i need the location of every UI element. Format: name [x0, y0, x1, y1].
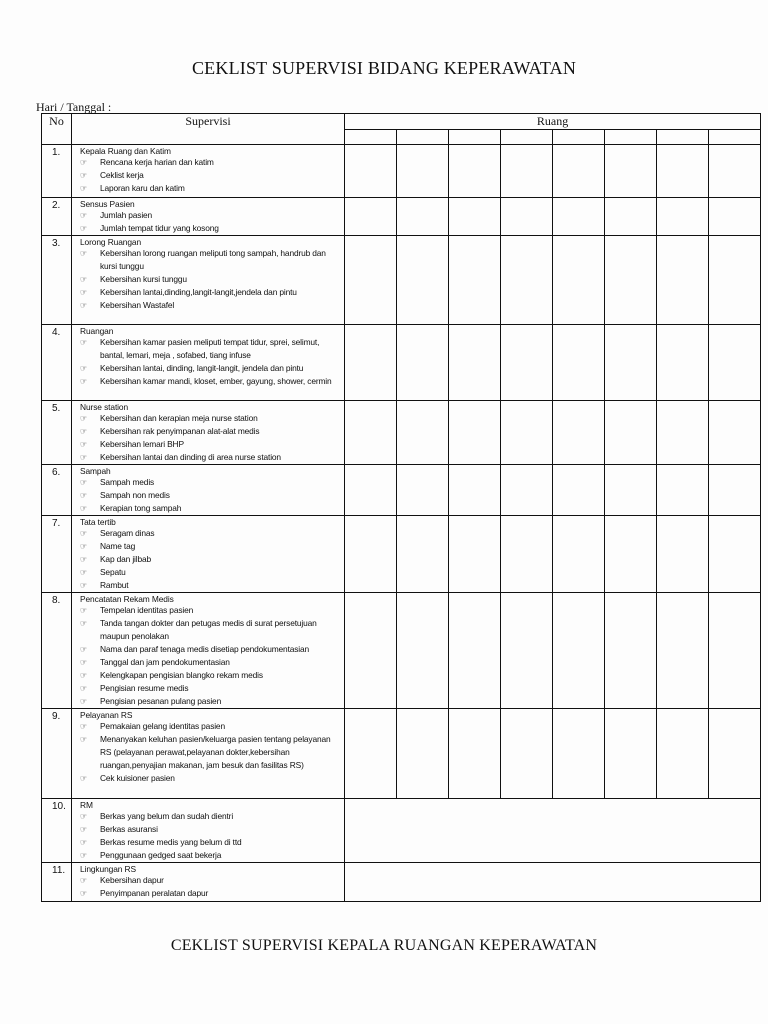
checklist-item-text: Laporan karu dan katim: [100, 183, 185, 193]
header-ruang: Ruang: [345, 114, 761, 130]
room-check-cell[interactable]: [345, 593, 397, 709]
checklist-item-text: Jumlah tempat tidur yang kosong: [100, 223, 219, 233]
room-check-cell[interactable]: [501, 198, 553, 236]
pointing-hand-icon: ☞: [80, 211, 88, 220]
section-number: 9.: [42, 709, 72, 799]
room-check-cell[interactable]: [709, 516, 761, 593]
room-check-cell[interactable]: [553, 401, 605, 465]
room-check-cell[interactable]: [605, 198, 657, 236]
room-check-cell[interactable]: [449, 401, 501, 465]
checklist-item: [80, 451, 340, 464]
room-check-cell[interactable]: [397, 198, 449, 236]
checklist-item-text: Kebersihan lorong ruangan meliputi tong sampah, handrub dan kursi tunggu: [100, 248, 326, 271]
section-number: 3.: [42, 236, 72, 325]
checklist-item-text: Kebersihan dapur: [100, 875, 164, 885]
checklist-item: [80, 682, 340, 695]
checklist-item-text: Kebersihan Wastafel: [100, 300, 175, 310]
checklist-item-text: Rambut: [100, 580, 129, 590]
section-row: [42, 709, 761, 799]
pointing-hand-icon: ☞: [80, 825, 88, 834]
room-check-cell[interactable]: [345, 799, 761, 863]
checklist-item-text: Cek kuisioner pasien: [100, 773, 175, 783]
section-number: 5.: [42, 401, 72, 465]
pointing-hand-icon: ☞: [80, 671, 88, 680]
room-check-cell[interactable]: [605, 593, 657, 709]
pointing-hand-icon: ☞: [80, 427, 88, 436]
section-supervisi: [72, 145, 345, 198]
checklist-item-text: Sepatu: [100, 567, 126, 577]
checklist-item-text: Pengisian pesanan pulang pasien: [100, 696, 222, 706]
checklist-item-text: Kebersihan kamar mandi, kloset, ember, gayung, shower, cermin: [100, 376, 332, 386]
pointing-hand-icon: ☞: [80, 491, 88, 500]
room-check-cell[interactable]: [345, 236, 397, 325]
checklist-item: [80, 643, 340, 656]
room-check-cell[interactable]: [709, 401, 761, 465]
section-row: [42, 236, 761, 325]
pointing-hand-icon: ☞: [80, 414, 88, 423]
checklist-item-text: Kebersihan lantai,dinding,langit-langit,jendela dan pintu: [100, 287, 297, 297]
room-check-cell[interactable]: [657, 709, 709, 799]
room-check-cell[interactable]: [605, 709, 657, 799]
room-check-cell[interactable]: [449, 593, 501, 709]
pointing-hand-icon: ☞: [80, 224, 88, 233]
checklist-item-text: Kebersihan lantai, dinding, langit-langit, jendela dan pintu: [100, 363, 304, 373]
checklist-item: [80, 169, 340, 182]
checklist-item: [80, 425, 340, 438]
pointing-hand-icon: ☞: [80, 568, 88, 577]
section-row: [42, 516, 761, 593]
room-check-cell[interactable]: [709, 325, 761, 401]
room-check-cell[interactable]: [657, 465, 709, 516]
room-check-cell[interactable]: [553, 593, 605, 709]
checklist-item: [80, 489, 340, 502]
room-check-cell[interactable]: [501, 325, 553, 401]
pointing-hand-icon: ☞: [80, 722, 88, 731]
checklist-item: [80, 849, 340, 862]
section-title: Ruangan: [80, 326, 114, 336]
room-check-cell[interactable]: [345, 145, 397, 198]
header-no: No: [42, 114, 72, 145]
room-check-cell[interactable]: [501, 465, 553, 516]
room-check-cell[interactable]: [397, 709, 449, 799]
room-check-cell[interactable]: [449, 145, 501, 198]
room-check-cell[interactable]: [709, 198, 761, 236]
section-supervisi: [72, 198, 345, 236]
checklist-item-text: Kerapian tong sampah: [100, 503, 182, 513]
room-check-cell[interactable]: [657, 145, 709, 198]
room-check-cell[interactable]: [449, 198, 501, 236]
room-check-cell[interactable]: [449, 465, 501, 516]
section-supervisi: [72, 516, 345, 593]
checklist-item-text: Kap dan jilbab: [100, 554, 151, 564]
room-check-cell[interactable]: [605, 325, 657, 401]
room-check-cell[interactable]: [345, 325, 397, 401]
room-check-cell[interactable]: [449, 236, 501, 325]
room-check-cell[interactable]: [345, 401, 397, 465]
room-check-cell[interactable]: [397, 465, 449, 516]
pointing-hand-icon: ☞: [80, 606, 88, 615]
room-check-cell[interactable]: [709, 593, 761, 709]
pointing-hand-icon: ☞: [80, 658, 88, 667]
section-number: 10.: [42, 799, 72, 863]
pointing-hand-icon: ☞: [80, 184, 88, 193]
checklist-item-text: Berkas asuransi: [100, 824, 158, 834]
bottom-title: CEKLIST SUPERVISI KEPALA RUANGAN KEPERAWATAN: [170, 937, 598, 954]
room-check-cell[interactable]: [501, 709, 553, 799]
section-supervisi: [72, 709, 345, 799]
checklist-item: [80, 362, 340, 375]
checklist-item: [80, 720, 340, 733]
room-check-cell[interactable]: [345, 198, 397, 236]
pointing-hand-icon: ☞: [80, 275, 88, 284]
checklist-item: [80, 810, 340, 823]
pointing-hand-icon: ☞: [80, 288, 88, 297]
pointing-hand-icon: ☞: [80, 581, 88, 590]
checklist-item: [80, 247, 340, 273]
section-number: 4.: [42, 325, 72, 401]
checklist-item-text: Tanggal dan jam pendokumentasian: [100, 657, 230, 667]
room-check-cell[interactable]: [605, 516, 657, 593]
checklist-item-text: Pemakaian gelang identitas pasien: [100, 721, 225, 731]
room-check-cell[interactable]: [397, 593, 449, 709]
section-title: Sensus Pasien: [80, 199, 135, 209]
room-check-cell[interactable]: [605, 145, 657, 198]
room-check-cell[interactable]: [449, 325, 501, 401]
checklist-item: [80, 695, 340, 708]
room-check-cell[interactable]: [605, 465, 657, 516]
room-check-cell[interactable]: [605, 236, 657, 325]
room-check-cell[interactable]: [709, 145, 761, 198]
room-check-cell[interactable]: [345, 516, 397, 593]
section-title: Sampah: [80, 466, 111, 476]
checklist-item: [80, 540, 340, 553]
checklist-item: [80, 656, 340, 669]
room-check-cell[interactable]: [657, 236, 709, 325]
checklist-item-text: Penggunaan gedged saat bekerja: [100, 850, 222, 860]
pointing-hand-icon: ☞: [80, 812, 88, 821]
room-column[interactable]: [657, 130, 709, 145]
room-check-cell[interactable]: [397, 325, 449, 401]
section-title: Pelayanan RS: [80, 710, 133, 720]
section-title: Lorong Ruangan: [80, 237, 141, 247]
checklist-item-text: Kebersihan kursi tunggu: [100, 274, 187, 284]
checklist-item: [80, 299, 340, 312]
room-check-cell[interactable]: [553, 516, 605, 593]
room-check-cell[interactable]: [657, 325, 709, 401]
page-title: CEKLIST SUPERVISI BIDANG KEPERAWATAN: [191, 58, 577, 78]
checklist-item-text: Name tag: [100, 541, 136, 551]
section-row: [42, 863, 761, 902]
checklist-item-text: Penyimpanan peralatan dapur: [100, 888, 209, 898]
room-check-cell[interactable]: [553, 236, 605, 325]
checklist-item-text: Rencana kerja harian dan katim: [100, 157, 214, 167]
supervision-table: [41, 113, 761, 902]
checklist-item-text: Sampah medis: [100, 477, 155, 487]
section-row: [42, 145, 761, 198]
section-title: RM: [80, 800, 93, 810]
pointing-hand-icon: ☞: [80, 555, 88, 564]
room-column[interactable]: [501, 130, 553, 145]
pointing-hand-icon: ☞: [80, 774, 88, 783]
checklist-item-text: Tempelan identitas pasien: [100, 605, 194, 615]
pointing-hand-icon: ☞: [80, 171, 88, 180]
section-supervisi: [72, 325, 345, 401]
checklist-item: [80, 823, 340, 836]
pointing-hand-icon: ☞: [80, 889, 88, 898]
checklist-item-text: Ceklist kerja: [100, 170, 144, 180]
checklist-item-text: Nama dan paraf tenaga medis disetiap pendokumentasian: [100, 644, 310, 654]
checklist-item-text: Kelengkapan pengisian blangko rekam medis: [100, 670, 263, 680]
room-column[interactable]: [449, 130, 501, 145]
checklist-item: [80, 286, 340, 299]
pointing-hand-icon: ☞: [80, 529, 88, 538]
checklist-item-text: Kebersihan rak penyimpanan alat-alat medis: [100, 426, 260, 436]
checklist-item: [80, 375, 340, 388]
checklist-item: [80, 222, 340, 235]
checklist-item-text: Kebersihan lantai dan dinding di area nurse station: [100, 452, 281, 462]
section-number: 11.: [42, 863, 72, 902]
section-supervisi: [72, 465, 345, 516]
pointing-hand-icon: ☞: [80, 249, 88, 258]
section-number: 8.: [42, 593, 72, 709]
section-row: [42, 465, 761, 516]
section-title: Nurse station: [80, 402, 129, 412]
room-check-cell[interactable]: [657, 516, 709, 593]
room-column[interactable]: [709, 130, 761, 145]
section-supervisi: [72, 401, 345, 465]
pointing-hand-icon: ☞: [80, 338, 88, 347]
room-column[interactable]: [553, 130, 605, 145]
section-number: 1.: [42, 145, 72, 198]
checklist-item-text: Menanyakan keluhan pasien/keluarga pasien tentang pelayanan RS (pelayanan perawat,pelayanan dokter,kebersihan ruangan,penyajian makanan, jam besuk dan fasilitas RS): [100, 734, 331, 770]
section-title: Pencatatan Rekam Medis: [80, 594, 174, 604]
pointing-hand-icon: ☞: [80, 735, 88, 744]
checklist-item-text: Tanda tangan dokter dan petugas medis di surat persetujuan maupun penolakan: [100, 618, 317, 641]
checklist-item: [80, 772, 340, 785]
checklist-item: [80, 733, 340, 772]
pointing-hand-icon: ☞: [80, 158, 88, 167]
section-title: Tata tertib: [80, 517, 116, 527]
section-title: Kepala Ruang dan Katim: [80, 146, 171, 156]
pointing-hand-icon: ☞: [80, 645, 88, 654]
room-check-cell[interactable]: [553, 198, 605, 236]
room-check-cell[interactable]: [397, 516, 449, 593]
room-check-cell[interactable]: [553, 145, 605, 198]
checklist-item-text: Kebersihan kamar pasien meliputi tempat tidur, sprei, selimut, bantal, lemari, meja , sofabed, tiang infuse: [100, 337, 320, 360]
room-check-cell[interactable]: [657, 198, 709, 236]
checklist-item: [80, 273, 340, 286]
pointing-hand-icon: ☞: [80, 838, 88, 847]
checklist-item: [80, 836, 340, 849]
room-check-cell[interactable]: [709, 465, 761, 516]
checklist-item-text: Kebersihan lemari BHP: [100, 439, 184, 449]
section-supervisi: [72, 593, 345, 709]
section-supervisi: [72, 863, 345, 902]
room-check-cell[interactable]: [501, 145, 553, 198]
checklist-item-text: Sampah non medis: [100, 490, 170, 500]
checklist-item: [80, 438, 340, 451]
checklist-item: [80, 476, 340, 489]
room-check-cell[interactable]: [501, 593, 553, 709]
checklist-item: [80, 412, 340, 425]
room-check-cell[interactable]: [709, 236, 761, 325]
room-check-cell[interactable]: [345, 465, 397, 516]
pointing-hand-icon: ☞: [80, 453, 88, 462]
room-check-cell[interactable]: [397, 145, 449, 198]
section-row: [42, 401, 761, 465]
room-column[interactable]: [345, 130, 397, 145]
room-check-cell[interactable]: [709, 709, 761, 799]
header-supervisi: Supervisi: [72, 114, 345, 145]
section-row: [42, 325, 761, 401]
room-check-cell[interactable]: [553, 325, 605, 401]
room-check-cell[interactable]: [449, 709, 501, 799]
section-row: [42, 799, 761, 863]
pointing-hand-icon: ☞: [80, 684, 88, 693]
pointing-hand-icon: ☞: [80, 504, 88, 513]
checklist-item: [80, 209, 340, 222]
room-check-cell[interactable]: [553, 465, 605, 516]
checklist-item-text: Kebersihan dan kerapian meja nurse station: [100, 413, 258, 423]
checklist-item-text: Berkas resume medis yang belum di ttd: [100, 837, 242, 847]
pointing-hand-icon: ☞: [80, 851, 88, 860]
room-check-cell[interactable]: [657, 401, 709, 465]
date-label: Hari / Tanggal :: [36, 100, 112, 114]
checklist-item: [80, 553, 340, 566]
room-check-cell[interactable]: [397, 401, 449, 465]
checklist-item: [80, 887, 340, 900]
room-check-cell[interactable]: [501, 236, 553, 325]
section-supervisi: [72, 799, 345, 863]
checklist-item: [80, 527, 340, 540]
checklist-item: [80, 156, 340, 169]
pointing-hand-icon: ☞: [80, 440, 88, 449]
section-row: [42, 198, 761, 236]
checklist-item-text: Berkas yang belum dan sudah dientri: [100, 811, 234, 821]
checklist-item: [80, 874, 340, 887]
pointing-hand-icon: ☞: [80, 542, 88, 551]
checklist-item: [80, 566, 340, 579]
section-number: 6.: [42, 465, 72, 516]
room-check-cell[interactable]: [345, 709, 397, 799]
pointing-hand-icon: ☞: [80, 876, 88, 885]
checklist-item-text: Seragam dinas: [100, 528, 155, 538]
checklist-item: [80, 336, 340, 362]
pointing-hand-icon: ☞: [80, 377, 88, 386]
section-row: [42, 593, 761, 709]
checklist-item: [80, 669, 340, 682]
room-check-cell[interactable]: [501, 516, 553, 593]
checklist-item: [80, 182, 340, 195]
room-column[interactable]: [397, 130, 449, 145]
pointing-hand-icon: ☞: [80, 619, 88, 628]
section-number: 2.: [42, 198, 72, 236]
pointing-hand-icon: ☞: [80, 697, 88, 706]
pointing-hand-icon: ☞: [80, 301, 88, 310]
pointing-hand-icon: ☞: [80, 478, 88, 487]
checklist-item-text: Pengisian resume medis: [100, 683, 189, 693]
room-check-cell[interactable]: [345, 863, 761, 902]
room-column[interactable]: [605, 130, 657, 145]
room-check-cell[interactable]: [449, 516, 501, 593]
section-supervisi: [72, 236, 345, 325]
room-check-cell[interactable]: [397, 236, 449, 325]
checklist-item: [80, 617, 340, 643]
room-check-cell[interactable]: [605, 401, 657, 465]
section-title: Lingkungan RS: [80, 864, 136, 874]
checklist-item: [80, 604, 340, 617]
checklist-item: [80, 579, 340, 592]
section-number: 7.: [42, 516, 72, 593]
room-check-cell[interactable]: [501, 401, 553, 465]
room-check-cell[interactable]: [657, 593, 709, 709]
header-row: [42, 114, 761, 130]
room-check-cell[interactable]: [553, 709, 605, 799]
pointing-hand-icon: ☞: [80, 364, 88, 373]
checklist-item: [80, 502, 340, 515]
checklist-item-text: Jumlah pasien: [100, 210, 153, 220]
